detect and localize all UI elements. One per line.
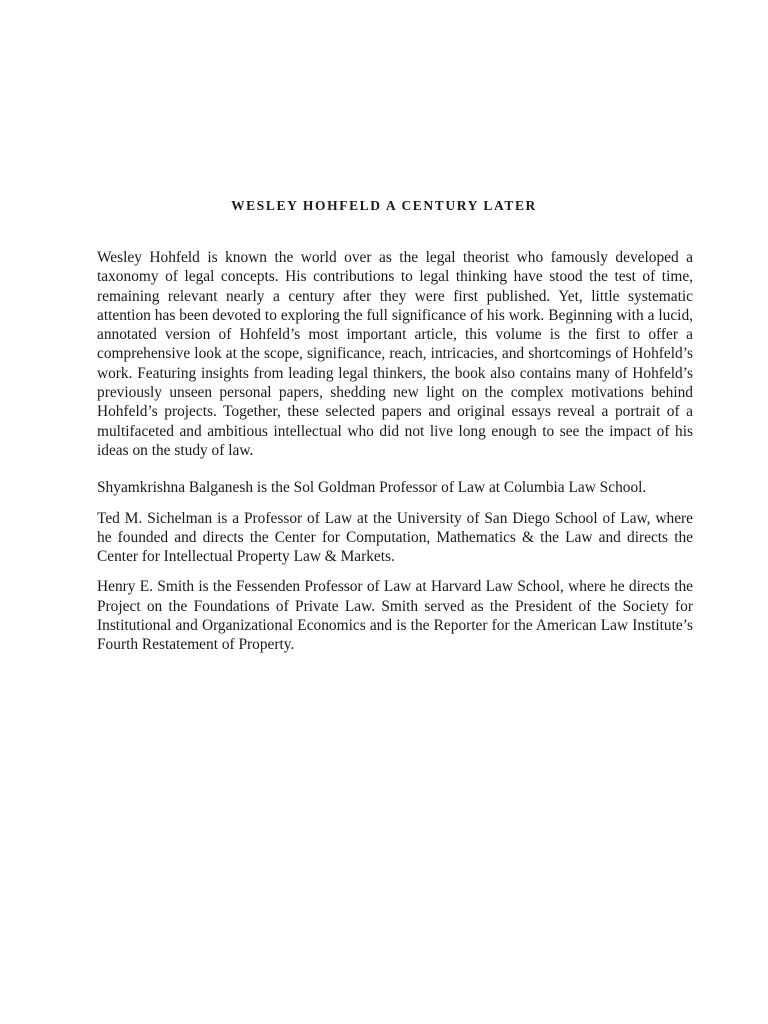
book-description: Wesley Hohfeld is known the world over as the legal theorist who famously developed a taxonomy of legal concepts. His contributions to legal thinking have stood the test of time, remaining relevant nearly a century after they were first published. Yet, little systematic attention has been devoted to exploring the full significance of his work. Beginning with a lucid, annotated version of Hohfeld’s most important article, this volume is the first to offer a comprehensive look at the scope, significance, reach, intricacies, and shortcomings of Hohfeld’s work. Featuring insights from leading legal thinkers, the book also contains many of Hohfeld’s previously unseen personal papers, shedding new light on the complex motivations behind Hohfeld’s projects. Together, these selected papers and original essays reveal a portrait of a multifaceted and ambitious intellectual who did not live long enough to see the impact of his ideas on the study of law.	[97, 249, 693, 459]
author-bio-smith: Henry E. Smith is the Fessenden Professor of Law at Harvard Law School, where he directs the Project on the Foundations of Private Law. Smith served as the President of the Society for Institutional and Organizational Economics and is the Reporter for the American Law Institute’s Fourth Restatement of Property.	[97, 578, 693, 654]
author-bio-balganesh: Shyamkrishna Balganesh is the Sol Goldman Professor of Law at Columbia Law School.	[97, 479, 647, 497]
author-bio-sichelman: Ted M. Sichelman is a Professor of Law at the University of San Diego School of Law, where he founded and directs the Center for Computation, Mathematics & the Law and directs the Center for Intellectual Property Law & Markets.	[97, 509, 693, 566]
book-title: WESLEY HOHFELD A CENTURY LATER	[231, 198, 537, 213]
body-text	[97, 248, 693, 666]
